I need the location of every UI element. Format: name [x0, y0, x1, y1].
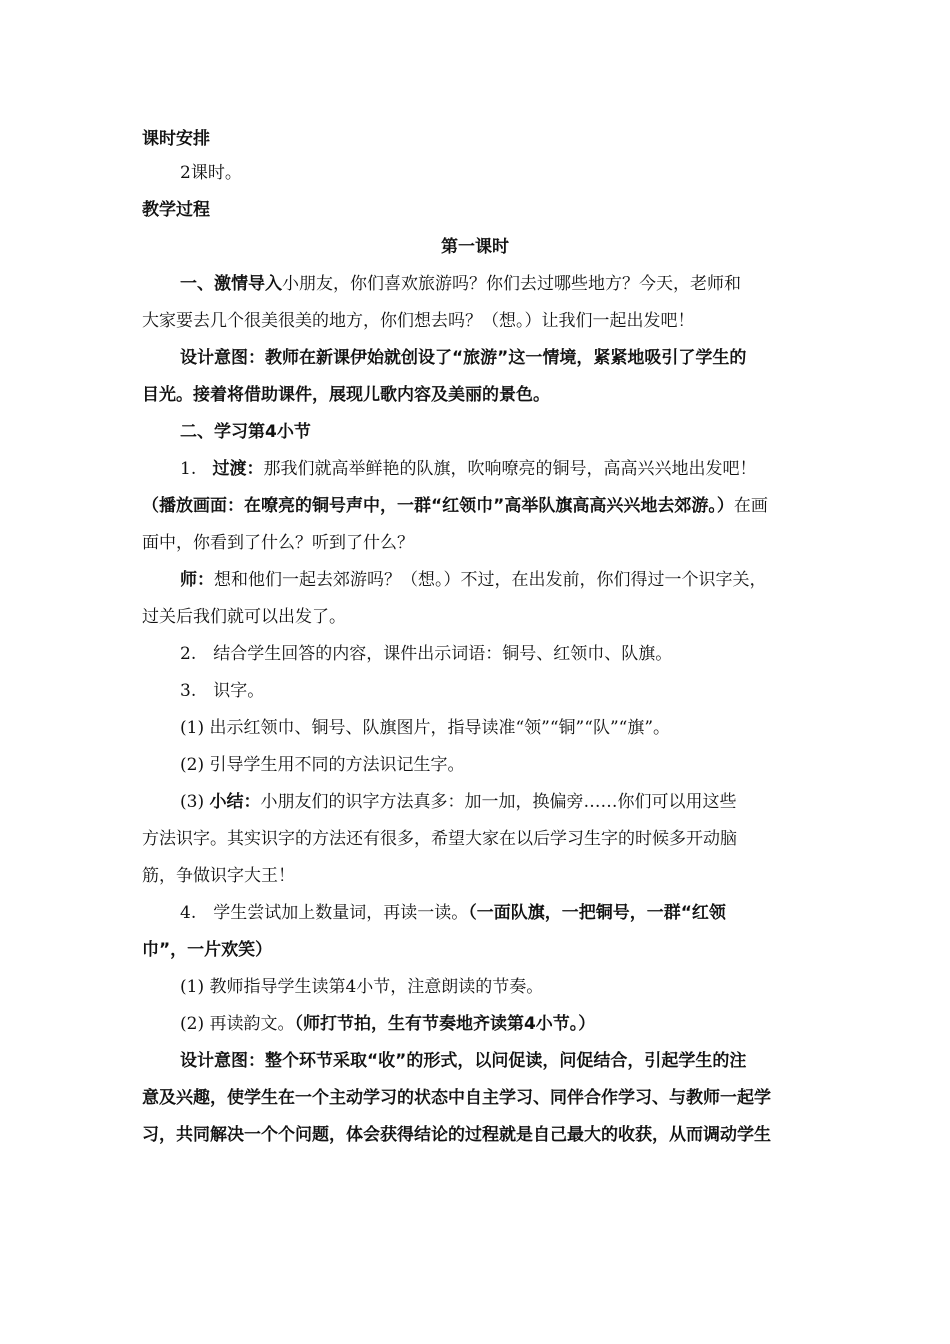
step3-3-num: (3)	[180, 792, 205, 812]
step3-3-lead: 小结：	[209, 792, 261, 812]
step4-2-text: (2) 再读韵文。	[180, 1014, 295, 1034]
teacher-line1	[180, 569, 767, 591]
sec2-intent1: 设计意图：整个环节采取“收”的形式，以问促读，问促结合，引起学生的注	[180, 1051, 747, 1071]
sec1-lead: 一、激情导入	[180, 274, 282, 294]
sec2-step1-line2	[142, 495, 768, 517]
sec2-step1-line1	[180, 458, 756, 480]
teacher-text1: 想和他们一起去郊游吗？（想。）不过，在出发前，你们得过一个识字关，	[214, 570, 767, 590]
step4-text: 4. 学生尝试加上数量词，再读一读。	[180, 903, 469, 923]
step1-lead: 过渡：	[212, 459, 264, 479]
sec1-line1	[180, 273, 741, 295]
sec2-intent3: 习，共同解决一个个问题，体会获得结论的过程就是自己最大的收获，从而调动学生	[142, 1125, 771, 1145]
sec1-line2: 大家要去几个很美很美的地方，你们想去吗？（想。）让我们一起出发吧！	[142, 311, 695, 331]
sec2-heading: 二、学习第4小节	[180, 422, 311, 442]
step4-2-bold: （师打节拍，生有节奏地齐读第4小节。）	[294, 1014, 596, 1034]
teacher-lead: 师：	[180, 570, 214, 590]
step1-bold2: （播放画面：在嘹亮的铜号声中，一群“红领巾”高举队旗高高兴兴地去郊游。）	[142, 496, 734, 516]
sec2-step1-line3: 面中，你看到了什么？听到了什么？	[142, 533, 414, 553]
schedule-heading: 课时安排	[142, 129, 210, 149]
lesson-title: 第一课时	[441, 237, 509, 257]
teacher-line2: 过关后我们就可以出发了。	[142, 607, 346, 627]
step3-3-line3: 筋，争做识字大王！	[142, 866, 295, 886]
step4-line1	[180, 902, 726, 924]
step2: 2. 结合学生回答的内容，课件出示词语：铜号、红领巾、队旗。	[180, 644, 673, 664]
step3-1: (1) 出示红领巾、铜号、队旗图片，指导读准“领”“铜”“队”“旗”。	[180, 718, 671, 738]
step1-text1: 那我们就高举鲜艳的队旗，吹响嘹亮的铜号，高高兴兴地出发吧！	[263, 459, 757, 479]
step4-line2: 巾”，一片欢笑）	[142, 940, 273, 960]
step1-num: 1.	[180, 459, 197, 479]
step3-3-line2: 方法识字。其实识字的方法还有很多，希望大家在以后学习生字的时候多开动脑	[142, 829, 737, 849]
step3: 3. 识字。	[180, 681, 265, 701]
step3-2: (2) 引导学生用不同的方法识记生字。	[180, 755, 465, 775]
sec1-intent1: 设计意图：教师在新课伊始就创设了“旅游”这一情境，紧紧地吸引了学生的	[180, 348, 747, 368]
schedule-value: 2课时。	[180, 163, 242, 183]
step4-1: (1) 教师指导学生读第4小节，注意朗读的节奏。	[180, 977, 544, 997]
step3-3-line1	[180, 791, 737, 813]
step4-bold: （一面队旗，一把铜号，一群“红领	[468, 903, 726, 923]
step3-3-text1: 小朋友们的识字方法真多：加一加，换偏旁……你们可以用这些	[260, 792, 737, 812]
sec1-text1: 小朋友，你们喜欢旅游吗？你们去过哪些地方？今天，老师和	[282, 274, 741, 294]
step1-text2: 在画	[733, 496, 768, 516]
sec1-intent2: 目光。接着将借助课件，展现儿歌内容及美丽的景色。	[142, 385, 550, 405]
process-heading: 教学过程	[142, 200, 210, 220]
step4-2	[180, 1013, 595, 1035]
sec2-intent2: 意及兴趣，使学生在一个主动学习的状态中自主学习、同伴合作学习、与教师一起学	[142, 1088, 771, 1108]
